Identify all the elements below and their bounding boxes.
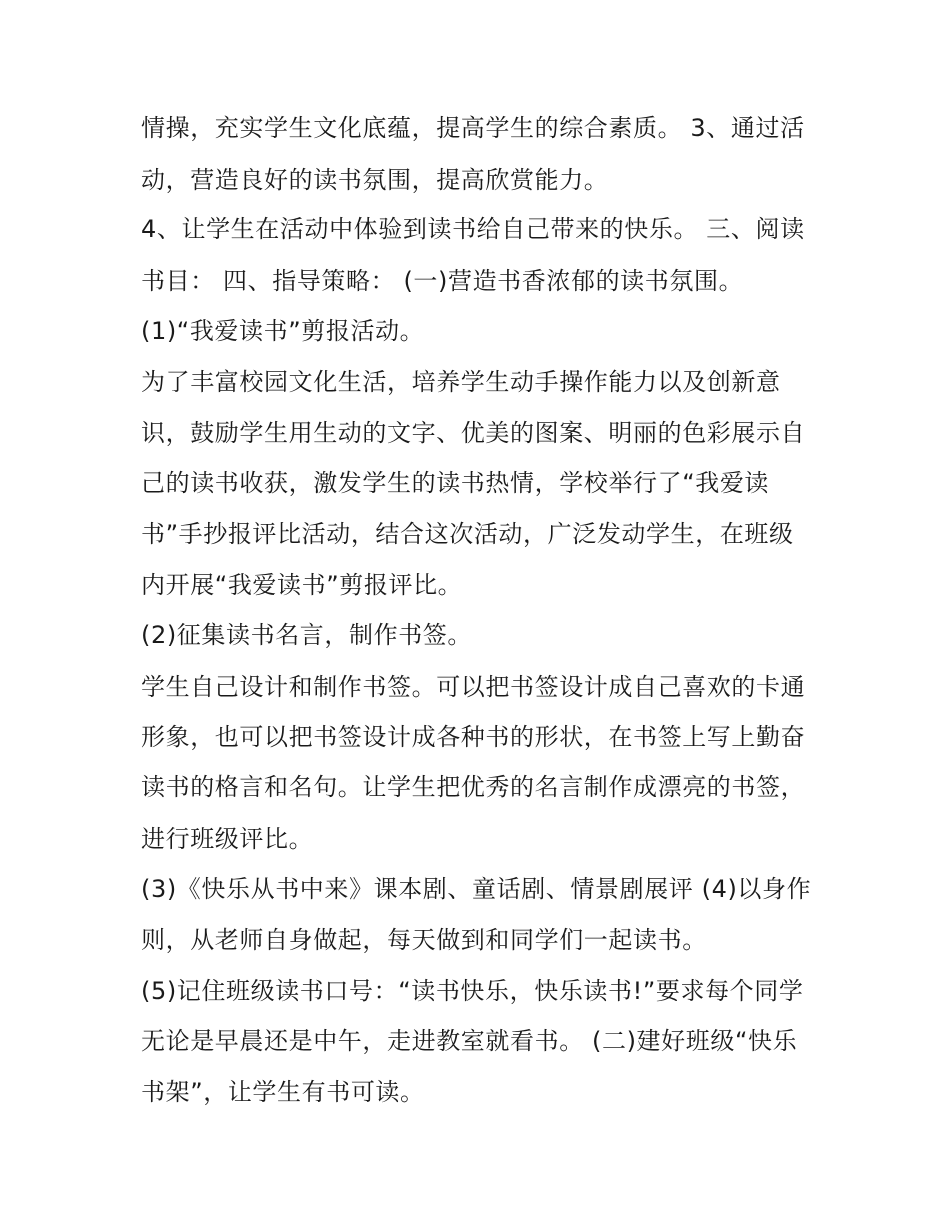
- text-line: 内开展“我爱读书”剪报评比。: [141, 571, 463, 599]
- text-line: 读书的格言和名句。让学生把优秀的名言制作成漂亮的书签，: [141, 773, 806, 801]
- text-line: (1)“我爱读书”剪报活动。: [141, 317, 425, 345]
- text-line: 书”手抄报评比活动，结合这次活动，广泛发动学生，在班级: [141, 520, 794, 548]
- text-line: 为了丰富校园文化生活，培养学生动手操作能力以及创新意: [141, 368, 781, 396]
- text-line: 书架”，让学生有书可读。: [141, 1078, 425, 1106]
- text-line: (2)征集读书名言，制作书签。: [141, 621, 472, 649]
- text-line: 动，营造良好的读书氛围，提高欣赏能力。: [141, 166, 609, 194]
- text-line: 形象，也可以把书签设计成各种书的形状，在书签上写上勤奋: [141, 723, 806, 751]
- text-line: (3)《快乐从书中来》课本剧、童话剧、情景剧展评 (4)以身作: [141, 875, 812, 903]
- text-line: 4、让学生在活动中体验到读书给自己带来的快乐。 三、阅读: [141, 215, 805, 243]
- text-line: 无论是早晨还是中午，走进教室就看书。 (二)建好班级“快乐: [141, 1027, 798, 1055]
- text-line: 进行班级评比。: [141, 825, 314, 853]
- text-line: 己的读书收获，激发学生的读书热情，学校举行了“我爱读: [141, 469, 770, 497]
- text-line: (5)记住班级读书口号：“读书快乐，快乐读书!”要求每个同学: [141, 977, 804, 1005]
- text-line: 识，鼓励学生用生动的文字、优美的图案、明丽的色彩展示自: [141, 419, 806, 447]
- text-line: 则，从老师自身做起，每天做到和同学们一起读书。: [141, 926, 707, 954]
- text-line: 学生自己设计和制作书签。可以把书签设计成自己喜欢的卡通: [141, 673, 806, 701]
- text-line: 情操，充实学生文化底蕴，提高学生的综合素质。 3、通过活: [141, 114, 805, 142]
- text-line: 书目： 四、指导策略： (一)营造书香浓郁的读书氛围。: [141, 267, 744, 295]
